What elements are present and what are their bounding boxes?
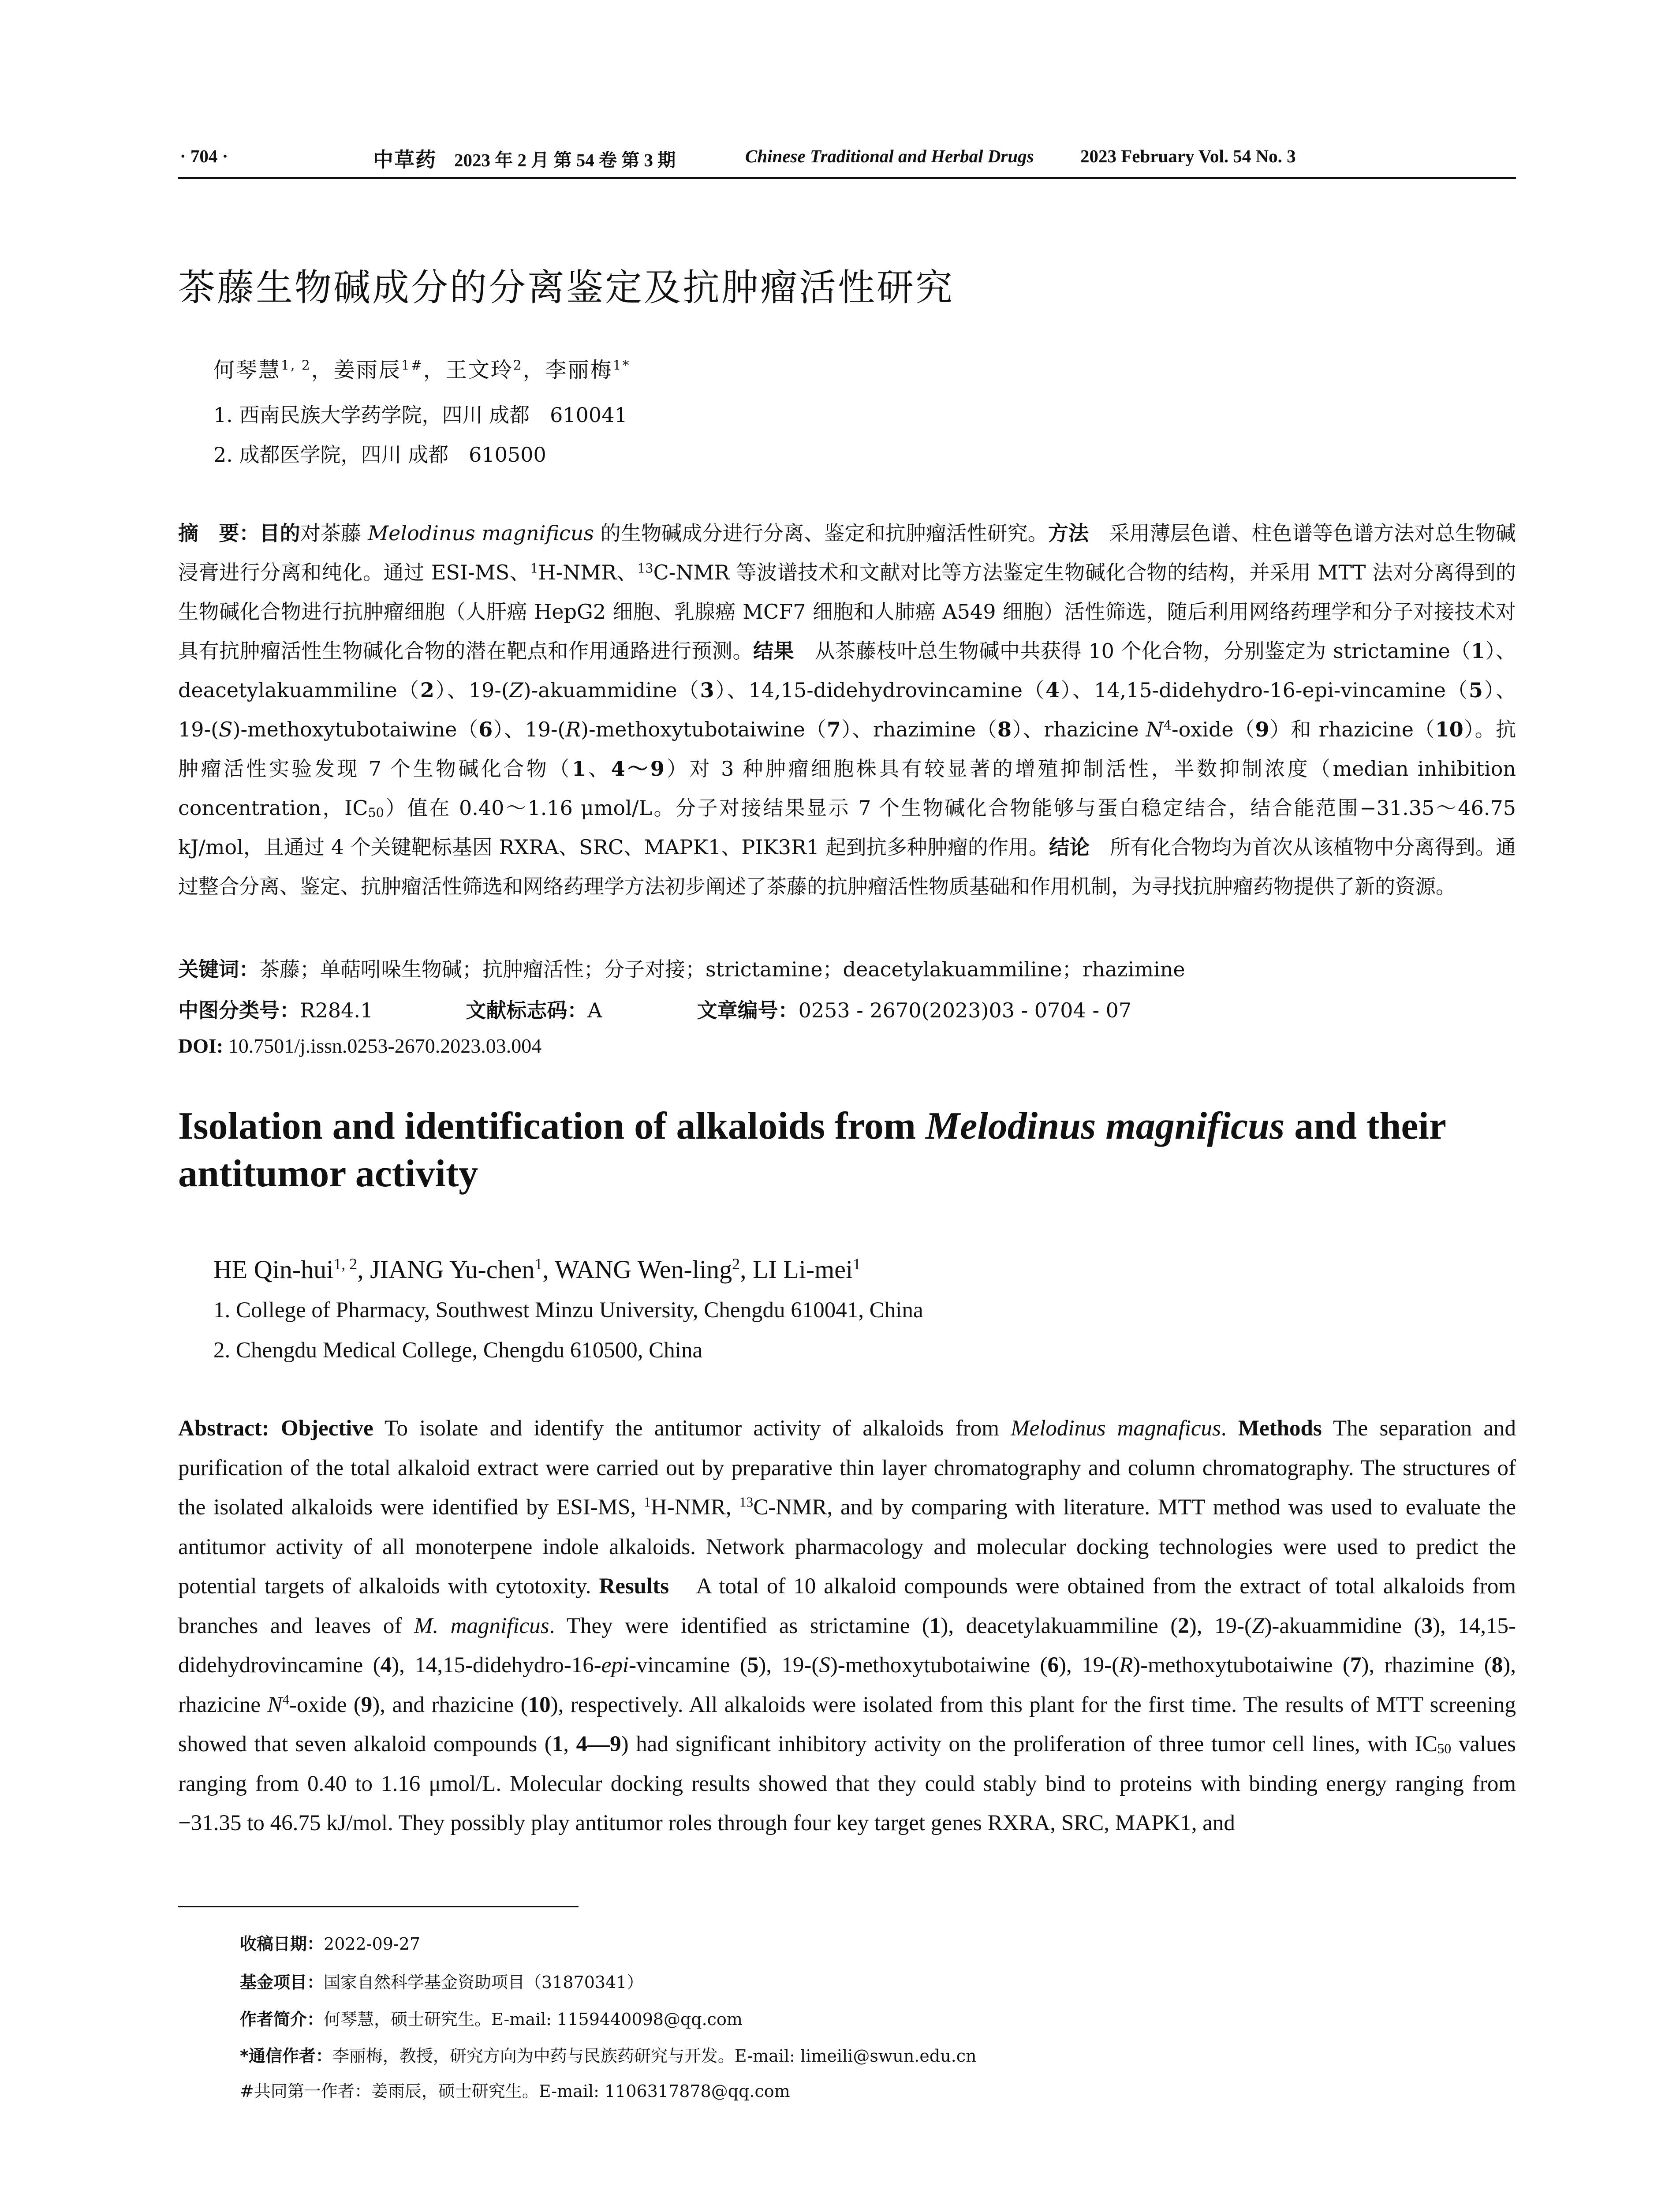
doi-line [178, 1034, 1516, 1058]
abstract-text: ）、14,15-didehydro-16-epi-vincamine（ [1060, 678, 1469, 702]
cn-classification-row [178, 994, 1516, 1024]
author-name: 王文玲 [445, 358, 513, 382]
keywords-value: 茶藤；单萜吲哚生物碱；抗肿瘤活性；分子对接；strictamine；deacetylakuammiline；rhazimine [259, 957, 1185, 981]
compound-number: 4 [1045, 678, 1060, 702]
footnote-received [240, 1930, 420, 1955]
title-text: and their antitumor activity [178, 1105, 1446, 1195]
abstract-text: values ranging from 0.40 to 1.16 μmol/L. Molecular docking results showed that they could stably bind to proteins with binding energy ranging from −31.35 to 46.75 kJ/mol. They possibly play antitumor roles through four key target genes RXRA, SRC, MAPK1, and [178, 1732, 1516, 1835]
received-date: 2022-09-27 [324, 1934, 421, 1954]
en-affiliation: 2. Chengdu Medical College, Chengdu 610500, China [213, 1338, 703, 1363]
author-affiliation-mark: 1 [534, 1255, 543, 1273]
stereo-descriptor: R [565, 718, 581, 741]
compound-number: 8 [1491, 1653, 1503, 1678]
article-number-label: 文章编号： [697, 998, 799, 1022]
abstract-text: ）、rhazimine（ [840, 718, 998, 741]
compound-range: 4—9 [576, 1732, 621, 1757]
isotope-mark: 1 [644, 1494, 651, 1510]
abstract-text: ), rhazicine [178, 1653, 1516, 1717]
methods-label: 方法 [1048, 521, 1089, 545]
abstract-text: )-methoxytubotaiwine（ [581, 718, 827, 741]
corresponding-value: 李丽梅，教授，研究方向为中药与民族药研究与开发。E-mail: limeili@swun.edu.cn [332, 2046, 977, 2066]
abstract-text: 从茶藤枝叶总生物碱中共获得 10 个化合物，分别鉴定为 strictamine（ [794, 639, 1471, 663]
cn-keywords [178, 953, 1516, 983]
stereo-prefix: epi [601, 1653, 629, 1678]
author-name: 姜雨辰 [333, 358, 401, 382]
methods-label: Methods [1238, 1416, 1322, 1441]
separator: ， [311, 358, 334, 382]
issue-info-cn: 2023 年 2 月 第 54 卷 第 3 期 [454, 150, 676, 170]
compound-number: 9 [361, 1692, 373, 1717]
article-number-value: 0253 - 2670(2023)03 - 0704 - 07 [798, 998, 1132, 1022]
abstract-text: -oxide（ [1172, 718, 1255, 741]
doccode-label: 文献标志码： [466, 998, 588, 1022]
ic50-subscript: 50 [1437, 1741, 1452, 1757]
abstract-text: C-NMR, and by comparing with literature. MTT method was used to evaluate the antitumor activity of all monoterpene indole alkaloids. Network pharmacology and molecular docking technologies were used to predict the potential targets of alkaloids with cytotoxity. [178, 1495, 1516, 1599]
compound-number: 1 [929, 1613, 941, 1638]
results-label: Results [599, 1574, 669, 1599]
compound-number: 7 [826, 718, 841, 741]
conclusion-label: 结论 [1049, 835, 1090, 859]
abstract-text: 所有化合物均为首次从该植物中分离得到。通过整合分离、鉴定、抗肿瘤活性筛选和网络药理学方法初步阐述了茶藤的抗肿瘤活性物质基础和作用机制，为寻找抗肿瘤药物提供了新的资源。 [178, 835, 1516, 898]
abstract-text: -vincamine ( [629, 1653, 747, 1678]
abstract-text: To isolate and identify the antitumor activity of alkaloids from [373, 1416, 1011, 1441]
abstract-text: ）、rhazicine [1012, 718, 1146, 741]
journal-name-en: Chinese Traditional and Herbal Drugs [745, 146, 1034, 166]
species-name: M. magnificus [414, 1613, 549, 1638]
bio-label: 作者简介： [240, 2010, 324, 2029]
locant-superscript: 4 [282, 1692, 290, 1708]
abstract-text: )-methoxytubotaiwine ( [1133, 1653, 1350, 1678]
fund-value: 国家自然科学基金资助项目（31870341） [324, 1973, 644, 1992]
fund-label: 基金项目： [240, 1973, 324, 1992]
compound-number: 5 [1469, 678, 1483, 702]
abstract-text: ), 19-( [758, 1653, 819, 1678]
abstract-label: Abstract: [178, 1416, 269, 1441]
author-affiliation-mark: 1* [612, 358, 631, 374]
class-value: R284.1 [300, 998, 373, 1022]
cn-affiliation: 2. 成都医学院，四川 成都 610500 [213, 443, 546, 467]
species-name: Melodinus magnaficus [1011, 1416, 1221, 1441]
footnote-corresponding [240, 2042, 977, 2067]
author-name: 何琴慧 [213, 358, 281, 382]
compound-number: 1 [571, 757, 586, 781]
en-abstract [178, 1409, 1516, 1843]
cn-affiliation: 1. 西南民族大学药学院，四川 成都 610041 [213, 403, 627, 427]
doi-value: 10.7501/j.issn.0253-2670.2023.03.004 [223, 1035, 542, 1057]
abstract-text: 对茶藤 [300, 521, 368, 545]
received-label: 收稿日期： [240, 1934, 324, 1954]
abstract-text: )-methoxytubotaiwine（ [232, 718, 479, 741]
abstract-text: H-NMR, [650, 1495, 739, 1520]
abstract-text: ), 14,15-didehydrovincamine ( [178, 1613, 1516, 1678]
abstract-label: 摘 要： [178, 521, 260, 545]
title-text: Isolation and identification of alkaloids from [178, 1105, 926, 1147]
abstract-text: A total of 10 alkaloid compounds were obtained from the extract of total alkaloids from branches and leaves of [178, 1574, 1516, 1638]
ic50-subscript: 50 [368, 805, 384, 820]
stereo-descriptor: Z [509, 678, 523, 702]
compound-number: 4 [380, 1653, 392, 1678]
isotope-mark: 13 [739, 1494, 754, 1510]
footnote-fund [240, 1969, 643, 1993]
author-name: , JIANG Yu-chen [357, 1255, 535, 1284]
compound-number: 1 [552, 1732, 564, 1757]
class-label: 中图分类号： [178, 998, 300, 1022]
doi-label: DOI: [178, 1035, 224, 1057]
compound-number: 6 [478, 718, 493, 741]
abstract-text: . [1221, 1416, 1238, 1441]
abstract-text: ）值在 0.40～1.16 μmol/L。分子对接结果显示 7 个生物碱化合物能够与蛋白稳定结合，结合能范围−31.35～46.75 kJ/mol，且通过 4 个关键靶标基因 RXRA、SRC、MAPK1、PIK3R1 起到抗多种肿瘤的作用。 [178, 796, 1516, 859]
cn-article-title: 茶藤生物碱成分的分离鉴定及抗肿瘤活性研究 [178, 266, 955, 309]
abstract-text: ）对 3 种肿瘤细胞株具有较显著的增殖抑制活性，半数抑制浓度（median inhibition concentration，IC [178, 757, 1516, 820]
compound-number: 2 [420, 678, 434, 702]
footnote-cofirst: #共同第一作者：姜雨辰，硕士研究生。E-mail: 1106317878@qq.com [240, 2082, 790, 2101]
separator: ， [423, 358, 446, 382]
stereo-descriptor: Z [1252, 1613, 1265, 1638]
abstract-text: ) had significant inhibitory activity on the proliferation of three tumor cell lines, with IC [621, 1732, 1437, 1757]
abstract-text: ), 19-( [1059, 1653, 1120, 1678]
author-affiliation-mark: 1# [401, 358, 423, 374]
abstract-text: ), 14,15-didehydro-16- [392, 1653, 601, 1678]
abstract-text: ）、deacetylakuammiline（ [178, 639, 1516, 702]
isotope-mark: 1 [530, 561, 538, 576]
author-name: HE Qin-hui [213, 1255, 334, 1284]
issue-info-en: 2023 February Vol. 54 No. 3 [1080, 146, 1296, 166]
compound-number: 1 [1471, 639, 1485, 663]
keywords-label: 关键词： [178, 957, 259, 981]
abstract-text: -oxide ( [289, 1692, 361, 1717]
abstract-text: ）。抗肿瘤活性实验发现 7 个生物碱化合物（ [178, 718, 1516, 781]
species-name: Melodinus magnificus [368, 521, 594, 545]
en-article-title [178, 1102, 1516, 1198]
en-affiliation: 1. College of Pharmacy, Southwest Minzu University, Chengdu 610041, China [213, 1298, 923, 1323]
stereo-descriptor: S [819, 1653, 830, 1678]
abstract-text: , [563, 1732, 576, 1757]
objective-label: Objective [269, 1416, 373, 1441]
abstract-text: H-NMR、 [538, 561, 638, 584]
author-affiliation-mark: 2 [513, 358, 523, 374]
author-affiliation-mark: 1, 2 [281, 358, 311, 374]
nitrogen-locant: N [267, 1692, 283, 1717]
author-affiliation-mark: 2 [732, 1255, 740, 1273]
cn-author-list [213, 353, 631, 383]
doccode-value: A [587, 998, 602, 1022]
stereo-descriptor: S [219, 718, 233, 741]
species-name: Melodinus magnificus [926, 1105, 1285, 1147]
corresponding-label: *通信作者： [240, 2046, 332, 2066]
bio-value: 何琴慧，硕士研究生。E-mail: 1159440098@qq.com [324, 2010, 743, 2029]
abstract-text: The separation and purification of the total alkaloid extract were carried out by preparative thin layer chromatography and column chromatography. The structures of the isolated alkaloids were identified by ESI-MS, [178, 1416, 1516, 1520]
abstract-text: )-methoxytubotaiwine ( [830, 1653, 1048, 1678]
compound-number: 3 [1421, 1613, 1433, 1638]
abstract-text: ）、19-( [434, 678, 509, 702]
cn-abstract [178, 514, 1516, 906]
compound-number: 7 [1350, 1653, 1362, 1678]
compound-number: 6 [1047, 1653, 1059, 1678]
author-name: 李丽梅 [545, 358, 613, 382]
nitrogen-locant: N [1146, 718, 1164, 741]
separator: ， [523, 358, 545, 382]
abstract-text: C-NMR 等波谱技术和文献对比等方法鉴定生物碱化合物的结构，并采用 MTT 法对分离得到的生物碱化合物进行抗肿瘤细胞（人肝癌 HepG2 细胞、乳腺癌 MCF7 细胞和人肺癌 A549 细胞）活性筛选，随后利用网络药理学和分子对接技术对具有抗肿瘤活性生物碱化合物的潜在靶点和作用通路进行预测。 [178, 561, 1516, 663]
page-number: · 704 · [180, 146, 228, 166]
author-name: , WANG Wen-ling [542, 1255, 732, 1284]
author-affiliation-mark: 1, 2 [333, 1255, 358, 1273]
abstract-text: )-akuammidine ( [1264, 1613, 1422, 1638]
abstract-text: )-akuammidine（ [523, 678, 700, 702]
abstract-text: ）、19-( [493, 718, 566, 741]
compound-number: 5 [747, 1653, 759, 1678]
compound-number: 8 [997, 718, 1012, 741]
abstract-text: . They were identified as strictamine ( [549, 1613, 930, 1638]
abstract-text: 采用薄层色谱、柱色谱等色谱方法对总生物碱浸膏进行分离和纯化。通过 ESI-MS、 [178, 521, 1516, 584]
compound-number: 10 [1435, 718, 1463, 741]
compound-number: 2 [1178, 1613, 1189, 1638]
en-author-list [213, 1255, 861, 1284]
abstract-text: ）、14,15-didehydrovincamine（ [714, 678, 1046, 702]
compound-number: 9 [1255, 718, 1269, 741]
footnote-rule [178, 1906, 579, 1907]
abstract-text: 的生物碱成分进行分离、鉴定和抗肿瘤活性研究。 [594, 521, 1048, 545]
compound-number: 3 [700, 678, 714, 702]
abstract-text: ), and rhazicine ( [372, 1692, 528, 1717]
abstract-text: ), 19-( [1189, 1613, 1252, 1638]
compound-number: 10 [528, 1692, 551, 1717]
author-name: , LI Li-mei [740, 1255, 853, 1284]
abstract-text: ）和 rhazicine（ [1269, 718, 1435, 741]
header-rule [178, 177, 1516, 179]
author-affiliation-mark: 1 [853, 1255, 861, 1273]
abstract-text: ), respectively. All alkaloids were isolated from this plant for the first time. The results of MTT screening showed that seven alkaloid compounds ( [178, 1692, 1516, 1757]
abstract-text: ）、19-( [178, 678, 1516, 741]
compound-range: 4～9 [611, 757, 665, 781]
objective-label: 目的 [259, 521, 300, 545]
stereo-descriptor: R [1119, 1653, 1133, 1678]
abstract-text: 、 [586, 757, 611, 781]
abstract-text: ), deacetylakuammiline ( [941, 1613, 1178, 1638]
locant-superscript: 4 [1163, 718, 1172, 733]
footnote-bio [240, 2006, 743, 2030]
results-label: 结果 [753, 639, 795, 663]
journal-name-cn: 中草药 [373, 148, 437, 172]
abstract-text: ), rhazimine ( [1361, 1653, 1492, 1678]
isotope-mark: 13 [637, 561, 653, 576]
